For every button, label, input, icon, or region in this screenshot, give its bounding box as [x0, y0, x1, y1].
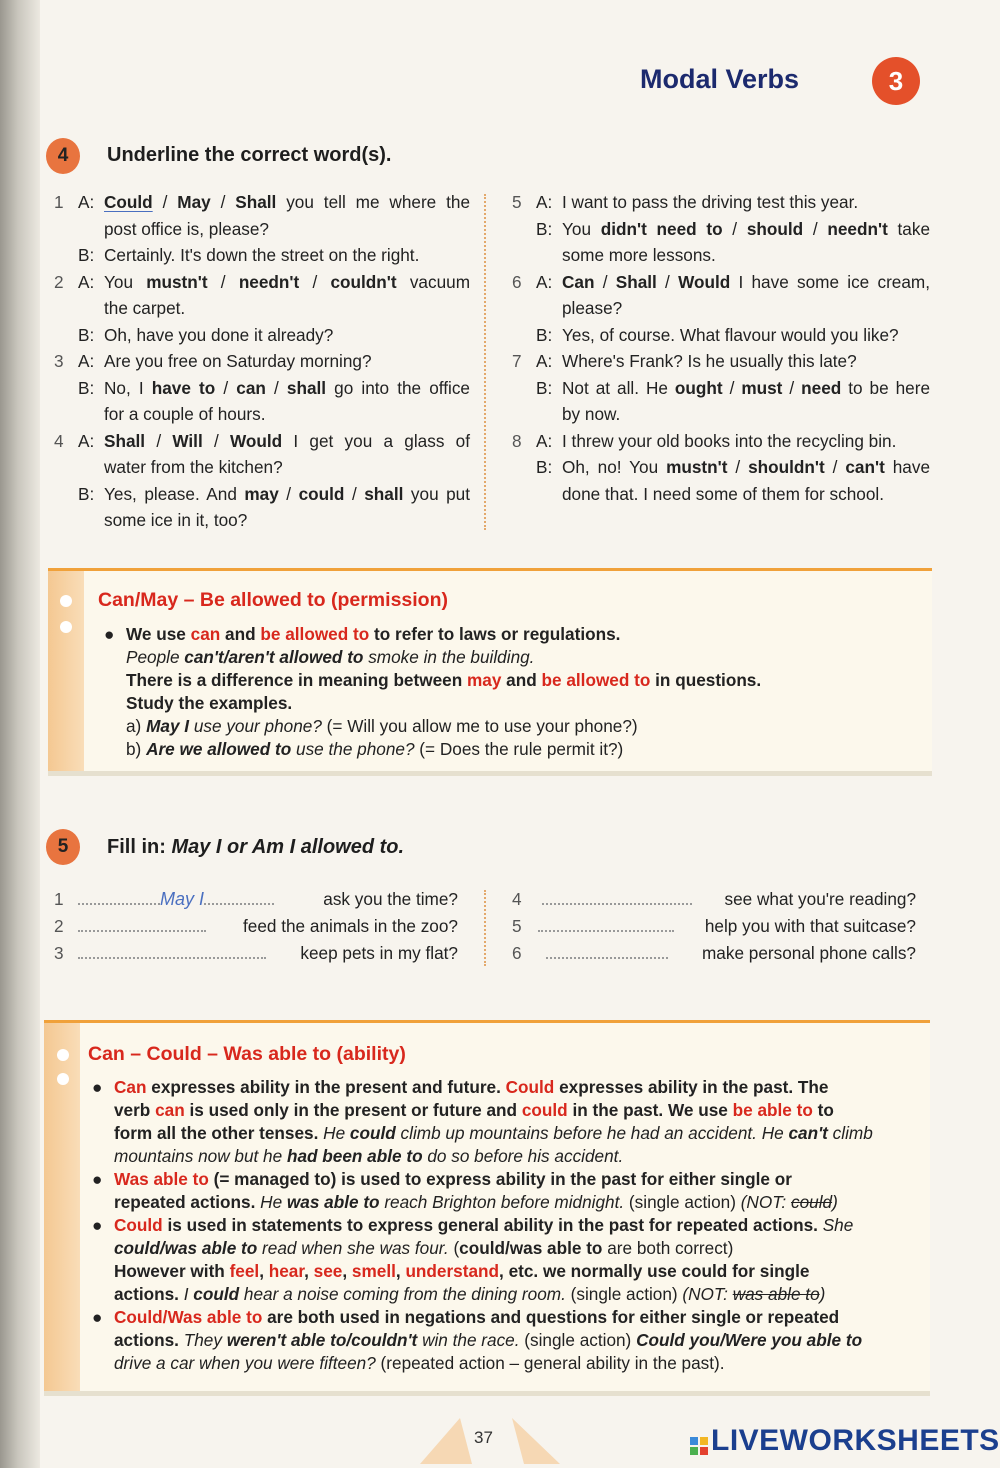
- choice-shouldnt[interactable]: shouldn't: [748, 457, 825, 477]
- column-divider: [484, 890, 486, 966]
- liveworksheets-logo: LIVEWORKSHEETS: [690, 1424, 1000, 1458]
- answer-field-6[interactable]: [546, 943, 668, 959]
- choice-can[interactable]: can: [236, 377, 266, 398]
- decor-dot: [60, 595, 72, 607]
- column-divider: [484, 194, 486, 530]
- choice-will[interactable]: Will: [172, 430, 203, 451]
- answer-field-1[interactable]: May I: [160, 889, 205, 909]
- fill-item-4: 4 see what you're reading?: [512, 889, 916, 909]
- answer-field-2[interactable]: [78, 916, 206, 932]
- exercise-4-number: 4: [46, 138, 80, 174]
- box-content: ● We use can and be allowed to to refer to laws or regulations. People can't/aren't allowed to smoke in the building. There is a difference in meaning between may and be allowed to in questions. Study the examples. a) May I use your phone? (= Will you allow me to use your phone?) b) Are we allowed to use the phone? (= Does the rule permit it?): [104, 624, 762, 759]
- bullet-could: ● Could is used in statements to express general ability in the past for repeated actions. She could/was able to read when she was four. (could/was able to are both correct) However with feel, hear, see, smell, understand, etc. we normally use could for single actions. I could hear a noise coming from the dining room. (single action) (NOT: was able to): [92, 1215, 854, 1304]
- choice-may[interactable]: May: [177, 192, 211, 212]
- choice-didnt-need-to[interactable]: didn't need to: [600, 218, 723, 239]
- choice-neednt[interactable]: needn't: [238, 271, 300, 292]
- exercise-4-right-column: 5 A: I want to pass the driving test this year. B: You didn't need to / should / needn't take some more lessons. 6 A: Can / Shall / Would I have some ice cream, please? B: Yes, of course. What flavour would you like? 7 A: Where's Frank? Is he usually this late? B: Not at all. He ought / must / need to be here by now. 8 A: I threw your old books into the recycling bin. B: Oh, no! You mustn't / shouldn't / can't have done that. I need some of them for school.: [512, 189, 930, 507]
- fill-item-1: 1 May I ask you the time?: [54, 886, 458, 913]
- item-7b: B: Not at all. He ought / must / need to be here by now.: [536, 377, 931, 424]
- choice-would[interactable]: Would: [229, 430, 283, 451]
- box-content: [92, 1076, 924, 1375]
- decor-dot: [57, 1049, 69, 1061]
- logo-grid-icon: [690, 1437, 708, 1455]
- choice-shall[interactable]: Shall: [615, 271, 657, 292]
- choice-ought[interactable]: ought: [674, 377, 723, 398]
- choice-can[interactable]: Can: [562, 271, 595, 292]
- decor-dot: [60, 621, 72, 633]
- page-title: Modal Verbs: [640, 64, 800, 94]
- choice-neednt[interactable]: needn't: [827, 218, 888, 239]
- choice-mustnt[interactable]: mustn't: [146, 271, 208, 292]
- item-6a: 6 A: Can / Shall / Would I have some ice cream, please?: [512, 271, 930, 318]
- exercise-4-left-column: 1 A: Could / May / Shall you tell me where the post office is, please? B: Certainly. It's down the street on the right. 2 A: You mustn't / needn't / couldn't vacuum the carpet. B: Oh, have you done it already? 3 A: Are you free on Saturday morning? B: No, I have to / can / shall go into the office for a couple of hours. 4 A: Shall / Will / Would I get you a glass of water from the kitchen? B: Yes, please. And may / could / shall you put some ice in it, too?: [54, 189, 470, 534]
- item-1a: 1 A: Could / May / Shall you tell me where the post office is, please?: [54, 192, 471, 239]
- choice-may[interactable]: may: [244, 483, 279, 504]
- exercise-4-instruction: Underline the correct word(s).: [107, 144, 392, 166]
- fill-item-5: 5 help you with that suitcase?: [512, 916, 916, 936]
- bullet-can-could: ● Can expresses ability in the present and future. Could expresses ability in the past. The verb can is used only in the present or future and could in the past. We use be able to to form all the other tenses. He could climb up mountains before he had an accident. He can't climb mountains now but he had been able to do so before his accident.: [92, 1077, 873, 1166]
- fill-item-6: 6 make personal phone calls?: [512, 943, 916, 963]
- choice-must[interactable]: must: [741, 377, 783, 398]
- box-heading: Can/May – Be allowed to (permission): [98, 589, 448, 611]
- answer-field-3[interactable]: [78, 943, 266, 959]
- choice-shall[interactable]: Shall: [104, 430, 146, 451]
- choice-could[interactable]: could: [298, 483, 345, 504]
- item-5b: B: You didn't need to / should / needn't take some more lessons.: [536, 218, 931, 265]
- exercise-5-right: [512, 886, 916, 967]
- item-4b: B: Yes, please. And may / could / shall you put some ice in it, too?: [78, 483, 471, 530]
- bullet-negations-questions: ● Could/Was able to are both used in negations and questions for either single or repeated actions. They weren't able to/couldn't win the race. (single action) Could you/Were you able to drive a car when you were fifteen? (repeated action – general ability in the past).: [92, 1307, 863, 1373]
- item-4a: 4 A: Shall / Will / Would I get you a glass of water from the kitchen?: [54, 430, 470, 477]
- choice-couldnt[interactable]: couldn't: [330, 271, 397, 292]
- grammar-box-ability: [44, 1020, 930, 1396]
- decor-dot: [57, 1073, 69, 1085]
- exercise-5-instruction: Fill in: May I or Am I allowed to.: [107, 836, 405, 858]
- choice-could[interactable]: Could: [104, 192, 153, 212]
- choice-mustnt[interactable]: mustn't: [666, 457, 728, 477]
- exercise-5-number: 5: [46, 829, 80, 865]
- unit-badge: 3: [872, 57, 920, 105]
- choice-cant[interactable]: can't: [845, 457, 885, 477]
- fill-item-3: 3 keep pets in my flat?: [54, 943, 458, 963]
- choice-shall[interactable]: shall: [364, 483, 404, 504]
- exercise-5-left: [54, 886, 458, 967]
- choice-need[interactable]: need: [801, 377, 842, 398]
- answer-field-5[interactable]: [538, 916, 674, 932]
- item-8b: B: Oh, no! You mustn't / shouldn't / can't have done that. I need some of them for school.: [536, 457, 931, 504]
- choice-shall[interactable]: Shall: [235, 192, 277, 212]
- choice-should[interactable]: should: [746, 218, 804, 239]
- choice-shall[interactable]: shall: [286, 377, 327, 398]
- item-2a: 2 A: You mustn't / needn't / couldn't vacuum the carpet.: [54, 271, 471, 318]
- choice-have-to[interactable]: have to: [151, 377, 216, 398]
- choice-would[interactable]: Would: [678, 271, 731, 292]
- bullet-was-able-to: ● Was able to (= managed to) is used to express ability in the past for either single or repeated actions. He was able to reach Brighton before midnight. (single action) (NOT: could): [92, 1169, 838, 1212]
- book-spine-shadow: [0, 0, 40, 1468]
- grammar-box-permission: [48, 568, 932, 776]
- fill-item-2: 2 feed the animals in the zoo?: [54, 916, 458, 936]
- item-3b: B: No, I have to / can / shall go into the office for a couple of hours.: [78, 377, 470, 424]
- box-heading: Can – Could – Was able to (ability): [88, 1043, 406, 1065]
- answer-field-4[interactable]: [542, 889, 692, 905]
- page-number: 37: [474, 1428, 493, 1447]
